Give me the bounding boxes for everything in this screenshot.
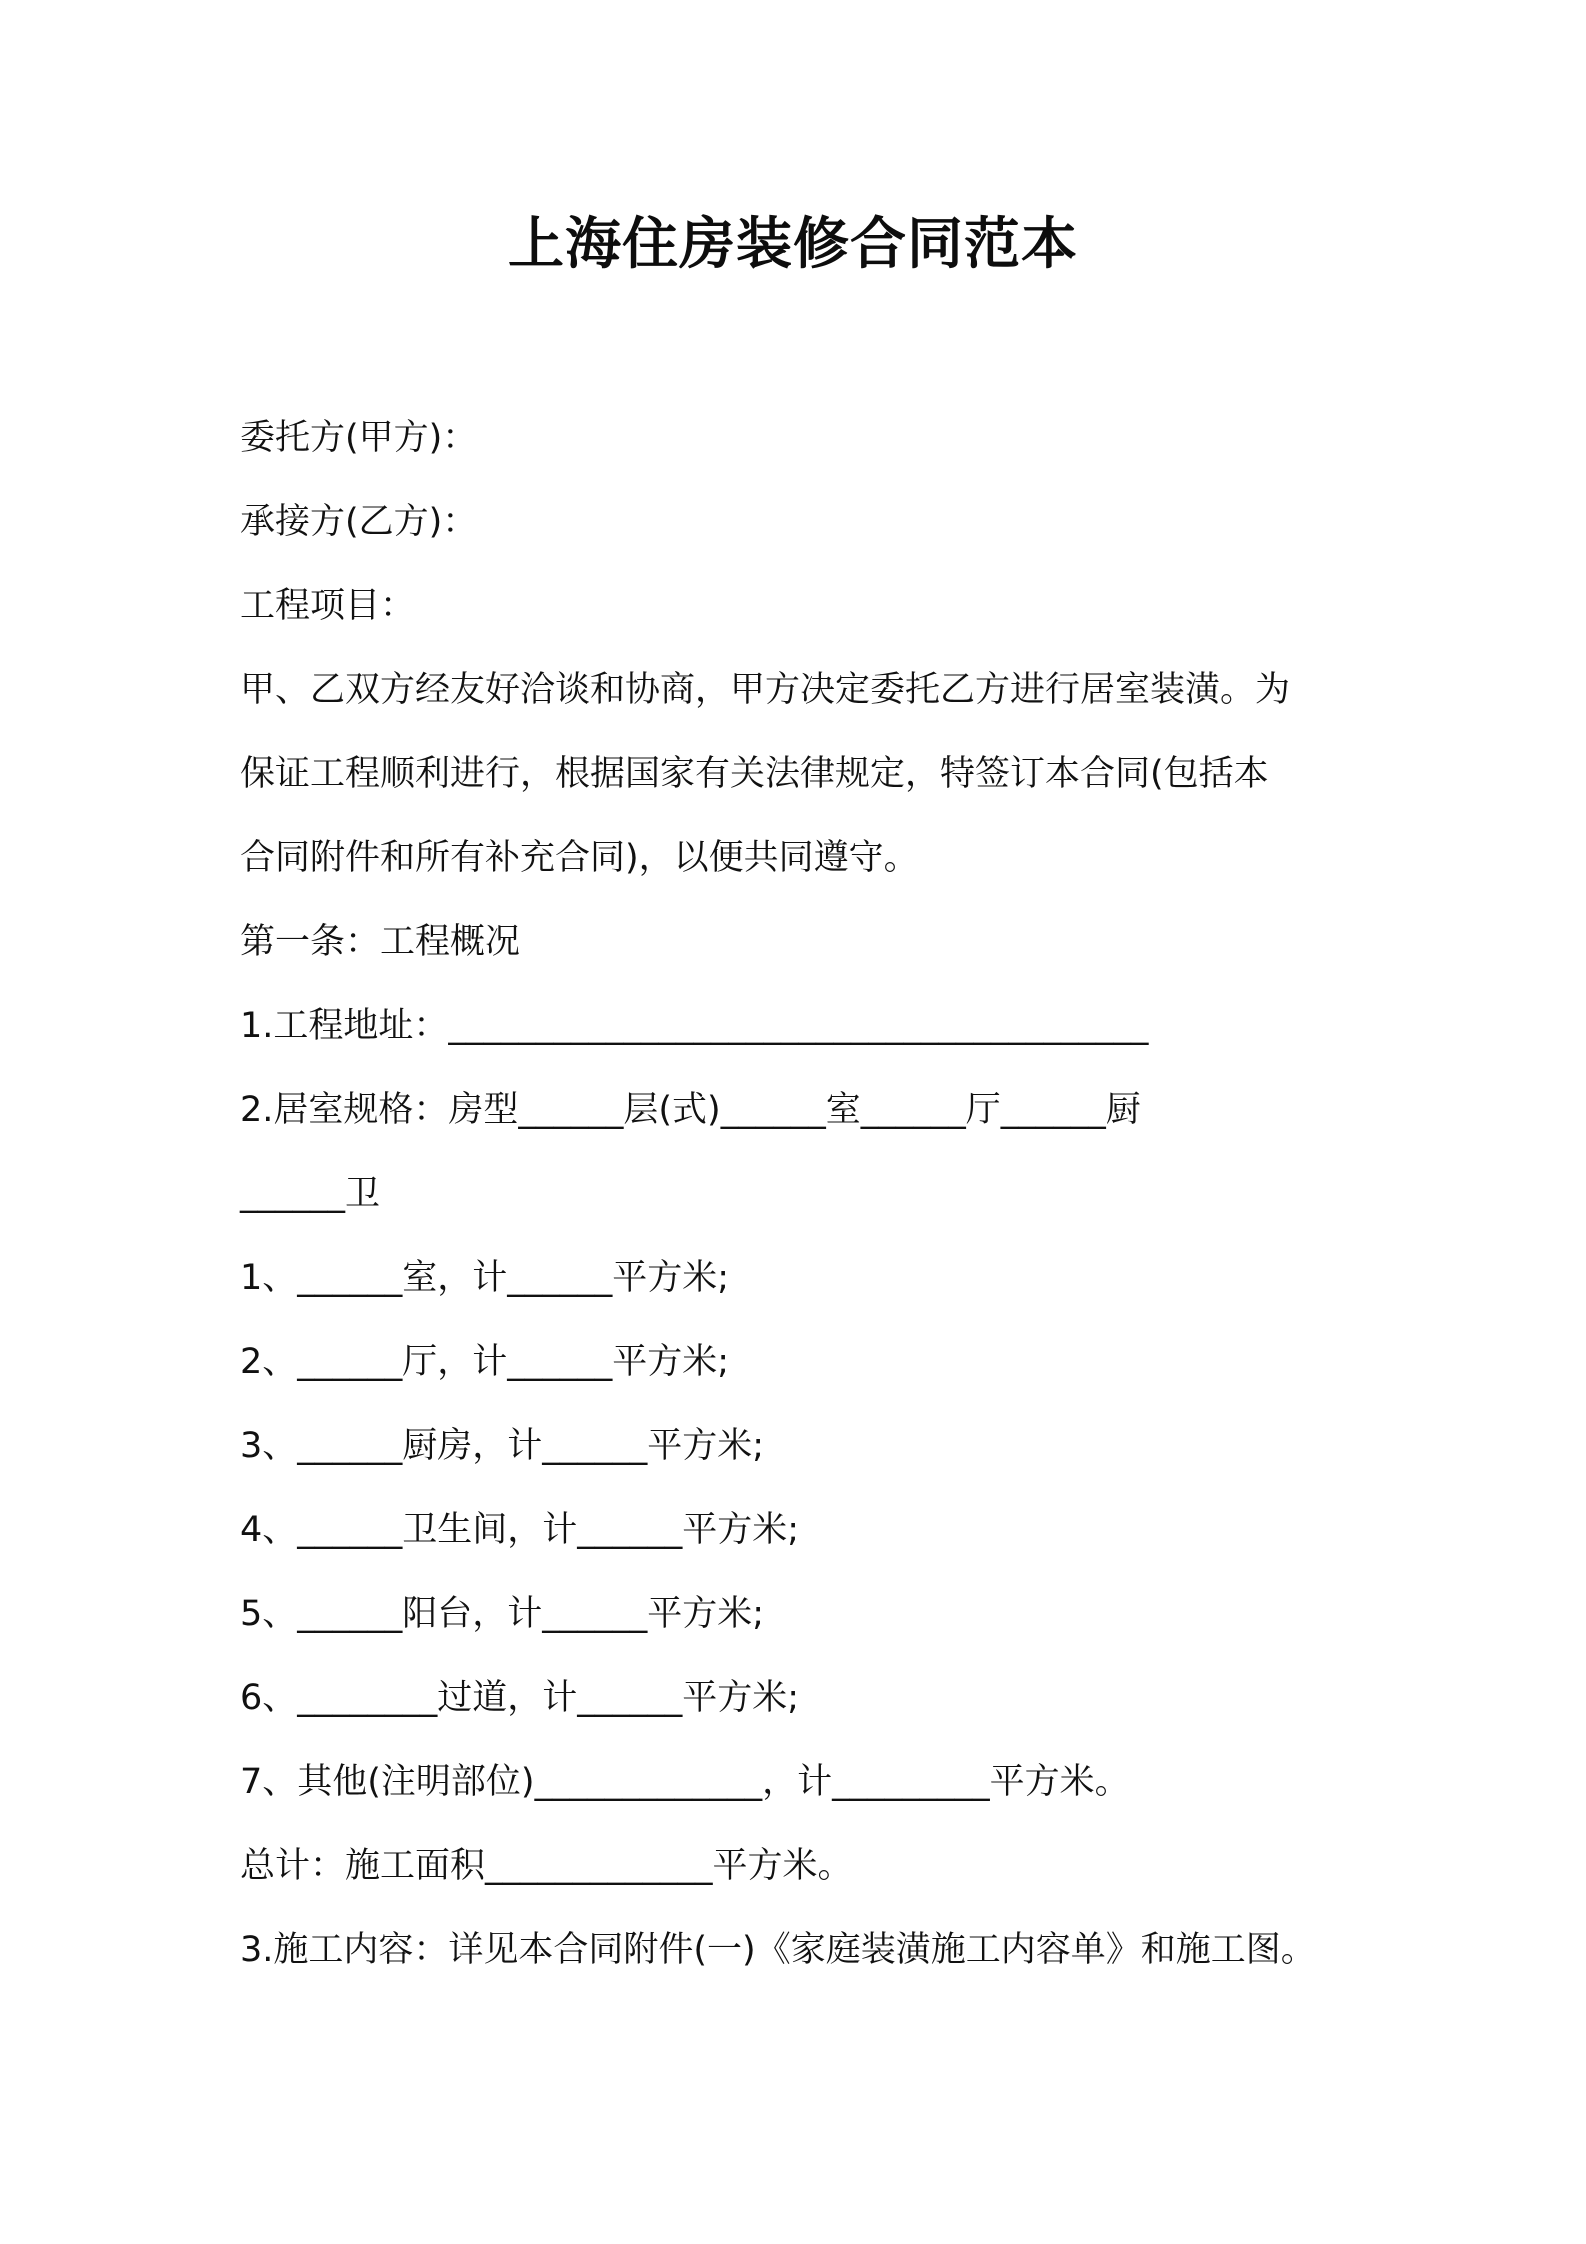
preamble-line-2: 保证工程顺利进行，根据国家有关法律规定，特签订本合同(包括本 [240,754,1269,794]
project-line: 工程项目： [240,586,416,626]
bathroom-area-item: 4、______卫生间，计______平方米; [240,1510,800,1550]
contract-body [240,396,1370,1992]
preamble-line-3: 合同附件和所有补充合同)，以便共同遵守。 [240,838,919,878]
article-one-heading: 第一条：工程概况 [240,922,521,962]
total-area-line: 总计：施工面积_____________平方米。 [240,1846,853,1886]
hall-area-item: 2、______厅，计______平方米; [240,1342,730,1382]
construction-content-line: 3.施工内容：详见本合同附件(一)《家庭装潢施工内容单》和施工图。 [240,1930,1316,1970]
room-spec-line-1: 2.居室规格：房型______层(式)______室______厅______厨 [240,1090,1141,1130]
kitchen-area-item: 3、______厨房，计______平方米; [240,1426,765,1466]
document-title: 上海住房装修合同范本 [508,212,1078,277]
corridor-area-item: 6、________过道，计______平方米; [240,1678,800,1718]
client-party-line: 委托方(甲方)： [240,418,478,458]
contractor-party-line: 承接方(乙方)： [240,502,478,542]
preamble-line-1: 甲、乙双方经友好洽谈和协商，甲方决定委托乙方进行居室装潢。为 [240,670,1291,710]
project-address-line: 1.工程地址：________________________________________ [240,1006,1149,1046]
balcony-area-item: 5、______阳台，计______平方米; [240,1594,765,1634]
other-area-item: 7、其他(注明部位)_____________，计_________平方米。 [240,1762,1130,1802]
room-spec-line-2: ______卫 [240,1174,381,1214]
room-area-item: 1、______室，计______平方米; [240,1258,730,1298]
